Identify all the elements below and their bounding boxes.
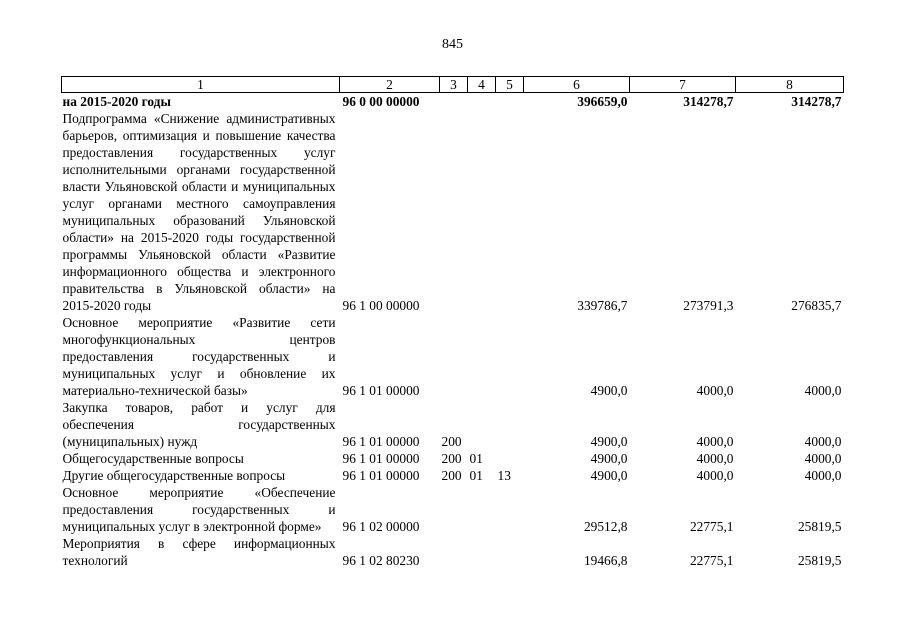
row-expense-type: [440, 535, 468, 569]
row-amount-col-8: 4000,0: [804, 451, 842, 466]
row-subsection: [496, 535, 524, 569]
page-number: 845: [442, 37, 463, 52]
header-col-3: 3: [440, 77, 468, 93]
row-section: [468, 110, 496, 314]
header-row: [62, 77, 844, 93]
row-description: Другие общегосударственные вопросы: [62, 468, 286, 483]
row-amount-col-8: 4000,0: [804, 434, 842, 449]
row-description: на 2015-2020 годы: [62, 94, 171, 109]
table-row: [62, 93, 844, 111]
budget-table: [61, 76, 844, 569]
table-row: [62, 314, 844, 399]
row-target-article: 96 1 01 00000: [342, 434, 420, 449]
row-subsection: [496, 450, 524, 467]
row-section: 01: [469, 451, 483, 466]
row-description: Подпрограмма «Снижение административных барьеров, оптимизация и повышение качества предоставления государственных услуг исполнительными органами государственной власти Ульяновской области и муниципальных услуг органами местного самоуправления муниципальных образований Ульяновской области» на 2015-2020 годы государственной программы Ульяновской области «Развитие информационного общества и электронного правительства в Ульяновской области» на 2015-2020 годы: [62, 111, 336, 313]
header-col-5: 5: [496, 77, 524, 93]
row-description: Мероприятия в сфере информационных технологий: [62, 536, 336, 568]
row-target-article: 96 1 02 80230: [342, 553, 420, 568]
row-description: Основное мероприятие «Развитие сети многофункциональных центров предоставления государственных и муниципальных услуг и обновление их материально-технической базы»: [62, 315, 336, 398]
row-target-article: 96 0 00 00000: [342, 94, 420, 109]
row-subsection: [496, 93, 524, 111]
header-col-1: 1: [62, 77, 340, 93]
row-section: [468, 484, 496, 535]
row-amount-col-8: 276835,7: [791, 298, 842, 313]
row-section: 01: [469, 468, 483, 483]
table-row: [62, 399, 844, 450]
row-description: Основное мероприятие «Обеспечение предоставления государственных и муниципальных услуг в электронной форме»: [62, 485, 336, 534]
table-body: [62, 93, 844, 570]
row-subsection: 13: [497, 468, 511, 483]
header-col-4: 4: [468, 77, 496, 93]
row-amount-col-7: 4000,0: [696, 434, 734, 449]
row-section: [468, 399, 496, 450]
row-subsection: [496, 110, 524, 314]
row-amount-col-6: 4900,0: [590, 434, 628, 449]
table-row: [62, 484, 844, 535]
row-amount-col-7: 4000,0: [696, 383, 734, 398]
row-expense-type: 200: [441, 468, 462, 483]
row-amount-col-8: 25819,5: [797, 519, 842, 534]
row-expense-type: [440, 314, 468, 399]
row-section: [468, 535, 496, 569]
row-amount-col-6: 4900,0: [590, 451, 628, 466]
row-amount-col-7: 273791,3: [683, 298, 734, 313]
row-amount-col-6: 4900,0: [590, 468, 628, 483]
table-row: [62, 535, 844, 569]
header-col-8: 8: [736, 77, 844, 93]
row-amount-col-8: 25819,5: [797, 553, 842, 568]
row-amount-col-6: 29512,8: [583, 519, 628, 534]
row-amount-col-8: 314278,7: [791, 94, 842, 109]
row-expense-type: 200: [441, 451, 462, 466]
row-amount-col-6: 4900,0: [590, 383, 628, 398]
row-description: Закупка товаров, работ и услуг для обеспечения государственных (муниципальных) нужд: [62, 400, 336, 449]
row-amount-col-7: 22775,1: [689, 553, 734, 568]
row-amount-col-6: 19466,8: [583, 553, 628, 568]
row-subsection: [496, 314, 524, 399]
row-expense-type: 200: [441, 434, 462, 449]
header-col-7: 7: [630, 77, 736, 93]
row-expense-type: [440, 110, 468, 314]
row-amount-col-6: 339786,7: [577, 298, 628, 313]
row-section: [468, 93, 496, 111]
row-subsection: [496, 484, 524, 535]
header-col-2: 2: [340, 77, 440, 93]
row-amount-col-7: 314278,7: [683, 94, 734, 109]
table-row: [62, 450, 844, 467]
row-expense-type: [440, 484, 468, 535]
header-col-6: 6: [524, 77, 630, 93]
row-target-article: 96 1 01 00000: [342, 383, 420, 398]
row-target-article: 96 1 02 00000: [342, 519, 420, 534]
row-description: Общегосударственные вопросы: [62, 451, 244, 466]
row-target-article: 96 1 01 00000: [342, 451, 420, 466]
row-expense-type: [440, 93, 468, 111]
row-amount-col-7: 4000,0: [696, 468, 734, 483]
row-target-article: 96 1 01 00000: [342, 468, 420, 483]
row-amount-col-7: 22775,1: [689, 519, 734, 534]
table-row: [62, 467, 844, 484]
row-amount-col-8: 4000,0: [804, 468, 842, 483]
table-row: [62, 110, 844, 314]
table-header: [62, 77, 844, 93]
row-subsection: [496, 399, 524, 450]
row-amount-col-7: 4000,0: [696, 451, 734, 466]
row-section: [468, 314, 496, 399]
row-amount-col-6: 396659,0: [577, 94, 628, 109]
row-target-article: 96 1 00 00000: [342, 298, 420, 313]
row-amount-col-8: 4000,0: [804, 383, 842, 398]
